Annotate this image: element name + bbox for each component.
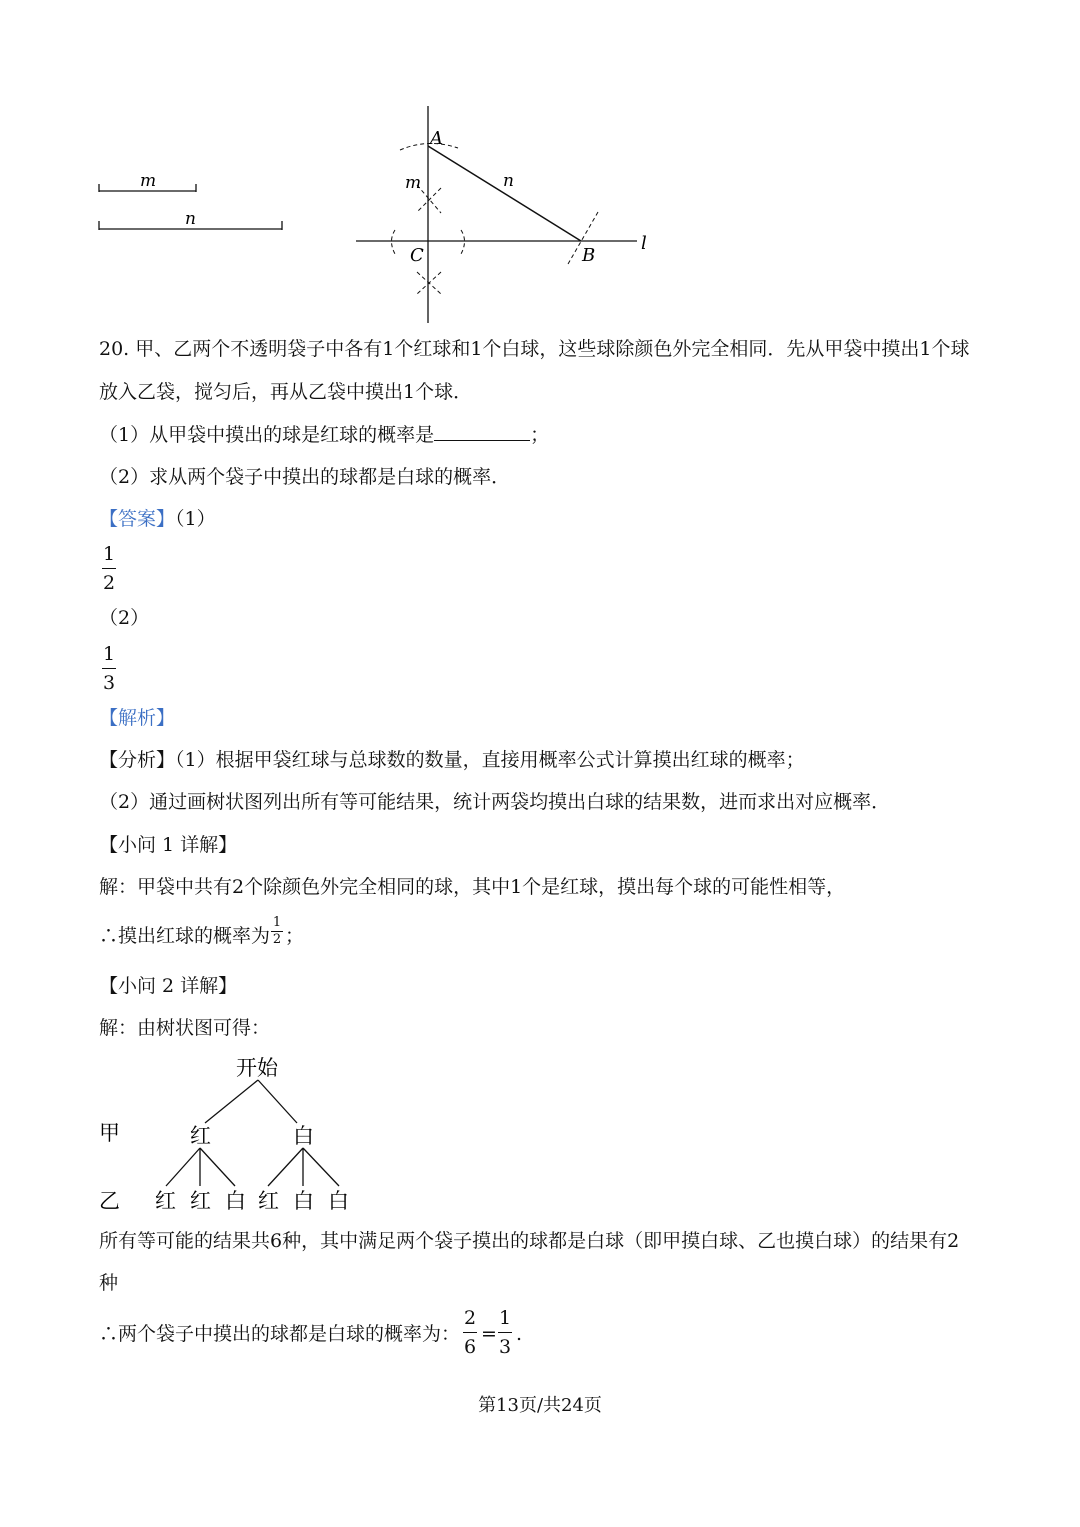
fraction-bar: [498, 1332, 512, 1333]
answer-label: 【答案】: [99, 508, 176, 530]
tree-level2-node: 红: [190, 1189, 211, 1213]
subquestion-1-title: 【小问 1 详解】: [99, 834, 238, 856]
page-footer: 第13页/共24页: [478, 1395, 602, 1416]
answer-1-fraction: [102, 543, 116, 594]
question-2: （2）求从两个袋子中摸出的球都是白球的概率．: [99, 466, 511, 488]
segment-m: [99, 171, 196, 192]
subquestion-1-fraction: [271, 916, 283, 947]
fraction-bar: [102, 568, 116, 569]
tree-level1-node: 白: [293, 1124, 314, 1148]
problem-line-1: 20. 甲、乙两个不透明袋子中各有1个红球和1个白球，这些球除颜色外完全相同．先从甲袋中摸出1个球: [99, 338, 970, 360]
fraction-bar: [463, 1332, 477, 1333]
answer-part-1-label: （1）: [175, 508, 216, 530]
answer-blank: [434, 422, 530, 441]
point-A-label: A: [430, 128, 443, 149]
analysis-line-1: 【分析】（1）根据甲袋红球与总球数的数量，直接用概率公式计算摸出红球的概率；: [99, 749, 805, 771]
equals-sign: =: [481, 1323, 497, 1345]
side-m-label: m: [405, 173, 422, 193]
answer-part-2-label: （2）: [99, 607, 150, 629]
result-line-2: 种: [99, 1272, 119, 1294]
tree-row-label-jia: 甲: [99, 1121, 120, 1145]
tree-level2-node: 白: [328, 1189, 349, 1213]
segment-m-label: m: [140, 171, 157, 191]
fraction-numerator: 1: [102, 643, 116, 665]
question-1-suffix: ；: [530, 424, 550, 446]
fraction-numerator: 1: [102, 543, 116, 565]
subquestion-1-line-2-suffix: ；: [285, 925, 305, 947]
subquestion-1-line-2: [99, 924, 270, 948]
tree-level2-node: 红: [155, 1189, 176, 1213]
segment-n: [99, 209, 282, 230]
tree-root: 开始: [236, 1056, 278, 1080]
answer-2-fraction: [102, 643, 116, 694]
final-period: .: [516, 1323, 523, 1345]
analysis-label: 【解析】: [99, 707, 176, 729]
analysis-line-2: （2）通过画树状图列出所有等可能结果，统计两袋均摸出白球的结果数，进而求出对应概率．: [99, 791, 891, 813]
subquestion-2-line-1: 解：由树状图可得：: [99, 1017, 271, 1039]
tree-row-label-yi: 乙: [99, 1189, 120, 1213]
fraction-denominator: 6: [463, 1336, 477, 1358]
construction-arcs: [392, 143, 599, 294]
question-1: [99, 422, 549, 447]
fraction-denominator: 2: [272, 932, 282, 947]
subquestion-1-line-2-text: ∴摸出红球的概率为: [99, 925, 271, 947]
side-n-label: n: [503, 171, 514, 191]
point-C-label: C: [410, 245, 424, 266]
fraction-denominator: 2: [102, 572, 116, 594]
result-line-1: 所有等可能的结果共6种，其中满足两个袋子摸出的球都是白球（即甲摸白球、乙也摸白球）的结果有2: [99, 1230, 960, 1252]
final-fraction-2: [498, 1307, 512, 1358]
problem-line-2: 放入乙袋，搅匀后，再从乙袋中摸出1个球．: [99, 381, 473, 403]
construction-figure: [0, 0, 1080, 335]
tree-level2-node: 白: [293, 1189, 314, 1213]
tree-level2-node: 红: [258, 1189, 279, 1213]
point-B-label: B: [582, 245, 596, 266]
subquestion-1-line-1: 解：甲袋中共有2个除颜色外完全相同的球，其中1个是红球，摸出每个球的可能性相等，: [99, 876, 846, 898]
question-1-text: （1）从甲袋中摸出的球是红球的概率是: [99, 424, 435, 446]
line-l-label: l: [641, 233, 647, 254]
fraction-denominator: 3: [498, 1336, 512, 1358]
tree-level2-node: 白: [225, 1189, 246, 1213]
fraction-numerator: 1: [498, 1307, 512, 1329]
subquestion-2-title: 【小问 2 详解】: [99, 975, 238, 997]
segment-n-label: n: [185, 209, 196, 229]
fraction-denominator: 3: [102, 672, 116, 694]
final-fraction-1: [463, 1307, 477, 1358]
tree-diagram: [0, 1050, 400, 1220]
fraction-bar: [102, 668, 116, 669]
answer-heading: [99, 507, 216, 531]
segment-AB: [428, 146, 581, 241]
fraction-numerator: 1: [272, 915, 282, 930]
final-answer-text: ∴两个袋子中摸出的球都是白球的概率为：: [99, 1323, 461, 1345]
fraction-numerator: 2: [463, 1307, 477, 1329]
tree-level1-node: 红: [190, 1124, 211, 1148]
